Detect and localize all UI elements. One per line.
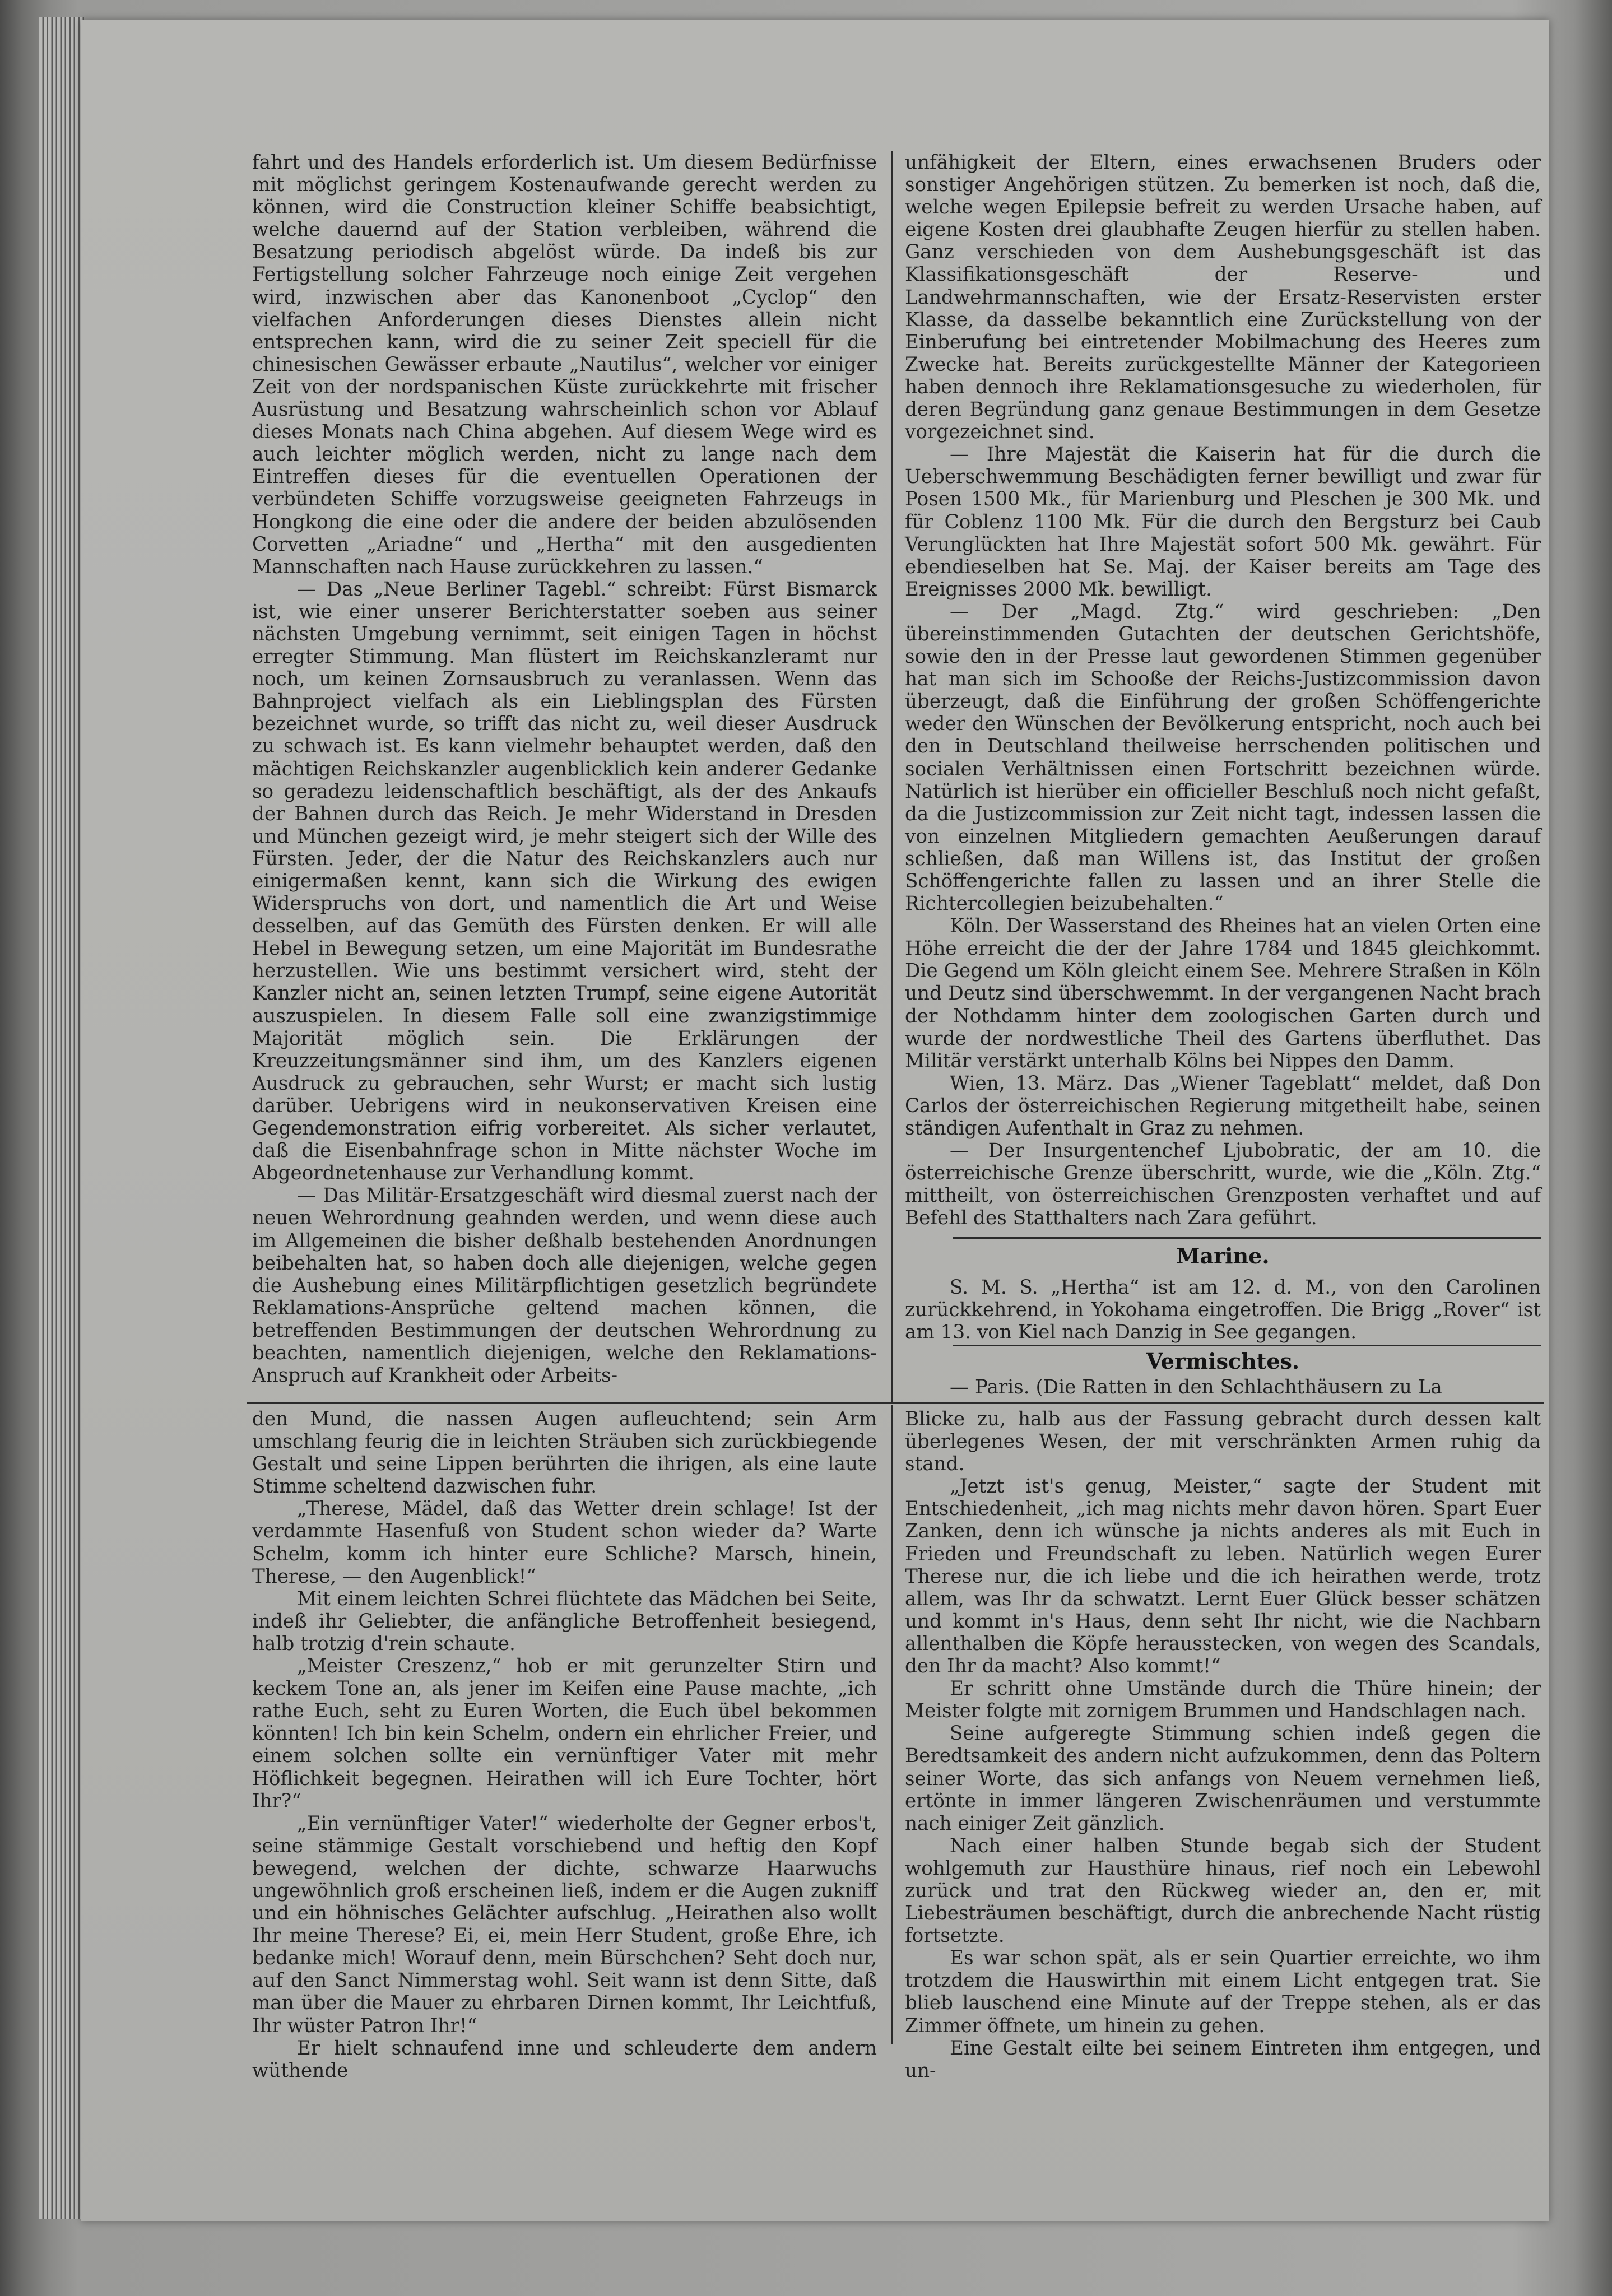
paragraph: „Ein vernünftiger Vater!“ wiederholte der Gegner erbos't, seine stämmige Gestalt vorschiebend und heftig den Kopf bewegend, welchen der dichte, schwarze Haarwuchs ungewöhnlich groß erscheinen ließ, indem er die Augen zukniff und ein höhnisches Gelächter aufschlug. „Heirathen also wollt Ihr meine Therese? Ei, ei, mein Herr Student, große Ehre, ich bedanke mich! Worauf denn, mein Bürschchen? Seht doch nur, auf den Sanct Nimmerstag wohl. Seit wann ist denn Sitte, daß man über die Mauer zu ehrbaren Dirnen kommt, Ihr Leichtfuß, Ihr wüster Patron Ihr!“: [252, 1812, 877, 2037]
paragraph: „Therese, Mädel, daß das Wetter drein schlage! Ist der verdammte Hasenfuß von Student schon wieder da? Warte Schelm, komm ich hinter eure Schliche? Marsch, hinein, Therese, — den Augenblick!“: [252, 1498, 877, 1588]
paragraph: Er schritt ohne Umstände durch die Thüre hinein; der Meister folgte mit zornigem Brummen und Handschlagen nach.: [905, 1677, 1541, 1723]
column-bottom-left: [252, 1408, 877, 2082]
paragraph: den Mund, die nassen Augen aufleuchtend; sein Arm umschlang feurig die in leichten Sträuben sich zurückbiegende Gestalt und seine Lippen berührten die ihrigen, als eine laute Stimme scheltend dazwischen fuhr.: [252, 1408, 877, 1498]
vermischtes-heading: Vermischtes.: [1146, 1349, 1300, 1374]
paragraph: — Ihre Majestät die Kaiserin hat für die durch die Ueberschwemmung Beschädigten ferner bewilligt und zwar für Posen 1500 Mk., für Marienburg und Pleschen je 300 Mk. und für Coblenz 1100 Mk. Für die durch den Bergsturz bei Caub Verunglückten hat Ihre Majestät sofort 500 Mk. gewährt. Für ebendieselben hat Se. Maj. der Kaiser bereits am Tage des Ereignisses 2000 Mk. bewilligt.: [905, 443, 1541, 601]
paragraph: Mit einem leichten Schrei flüchtete das Mädchen bei Seite, indeß ihr Geliebter, die anfängliche Betroffenheit besiegend, halb trotzig d'rein schaute.: [252, 1587, 877, 1655]
paragraph: — Das „Neue Berliner Tagebl.“ schreibt: Fürst Bismarck ist, wie einer unserer Berichterstatter soeben aus seiner nächsten Umgebung vernimmt, seit einigen Tagen in höchst erregter Stimmung. Man flüstert im Reichskanzleramt nur noch, um keinen Zornsausbruch zu veranlassen. Wenn das Bahnproject vielfach als ein Lieblingsplan des Fürsten bezeichnet wurde, so trifft das nicht zu, weil dieser Ausdruck zu schwach ist. Es kann vielmehr behauptet werden, daß den mächtigen Reichskanzler augenblicklich kein anderer Gedanke so geradezu leidenschaftlich beschäftigt, als der des Ankaufs der Bahnen durch das Reich. Je mehr Widerstand in Dresden und München gezeigt wird, je mehr steigert sich der Wille des Fürsten. Jeder, der die Natur des Reichskanzlers auch nur einigermaßen kennt, kann sich die Wirkung des ewigen Widerspruchs von dort, und namentlich die Art und Weise desselben, auf das Gemüth des Fürsten denken. Er will alle Hebel in Bewegung setzen, um eine Majorität im Bundesrathe herzustellen. Wie uns bestimmt versichert wird, steht der Kanzler nicht an, seinen letzten Trumpf, seine eigene Autorität auszuspielen. In diesem Falle soll eine zwanzigstimmige Majorität möglich sein. Die Erklärungen der Kreuzzeitungsmänner sind ihm, um des Kanzlers eigenen Ausdruck zu gebrauchen, sehr Wurst; er macht sich lustig darüber. Uebrigens wird in neukonservativen Kreisen eine Gegendemonstration eifrig vorbereitet. Als sicher verlautet, daß die Eisenbahnfrage schon in Mitte nächster Woche im Abgeordnetenhause zur Verhandlung kommt.: [252, 578, 877, 1185]
column-top-left: [252, 151, 877, 1395]
paragraph: „Jetzt ist's genug, Meister,“ sagte der Student mit Entschiedenheit, „ich mag nichts mehr davon hören. Spart Euer Zanken, denn ich wünsche ja nichts anderes als mit Euch in Frieden und Freundschaft zu leben. Natürlich wegen Eurer Therese nur, die ich liebe und die ich heirathen werde, trotz allem, was Ihr da schwatzt. Lernt Euer Glück besser schätzen und kommt in's Haus, denn seht Ihr nicht, wie die Nachbarn allenthalben die Köpfe herausstecken, von wegen des Scandals, den Ihr da macht? Also kommt!“: [905, 1475, 1541, 1678]
paragraph: — Paris. (Die Ratten in den Schlachthäusern zu La: [950, 1376, 1442, 1398]
paragraph: fahrt und des Handels erforderlich ist. Um diesem Bedürfnisse mit möglichst geringem Kostenaufwande gerecht werden zu können, wird die Construction kleiner Schiffe beabsichtigt, welche dauernd auf der Station verbleiben, während die Besatzung periodisch abgelöst würde. Da indeß bis zur Fertigstellung solcher Fahrzeuge noch einige Zeit vergehen wird, inzwischen aber das Kanonenboot „Cyclop“ den vielfachen Anforderungen dieses Dienstes allein nicht entsprechen kann, wird die zu seiner Zeit speciell für die chinesischen Gewässer erbaute „Nautilus“, welcher vor einiger Zeit von der nordspanischen Küste zurückkehrte mit frischer Ausrüstung und Besatzung wahrscheinlich schon vor Ablauf dieses Monats nach China abgehen. Auf diesem Wege wird es auch leichter möglich werden, nicht zu lange nach dem Eintreffen dieses für die eventuellen Operationen der verbündeten Schiffe vorzugsweise geeigneten Fahrzeugs in Hongkong die eine oder die andere der beiden abzulösenden Corvetten „Ariadne“ und „Hertha“ mit den ausgedienten Mannschaften nach Hause zurückkehren zu lassen.“: [252, 151, 877, 578]
marine-text: [905, 1276, 1541, 1346]
paragraph: Köln. Der Wasserstand des Rheines hat an vielen Orten eine Höhe erreicht die der der Jahre 1784 und 1845 gleichkommt. Die Gegend um Köln gleicht einem See. Mehrere Straßen in Köln und Deutz sind überschwemmt. In der vergangenen Nacht brach der Nothdamm hinter dem zoologischen Garten durch und wurde der nordwestliche Theil des Gartens überfluthet. Das Militär verstärkt unterhalb Kölns bei Nippes den Damm.: [905, 915, 1541, 1072]
column-top-right: [905, 151, 1541, 1230]
paragraph: Wien, 13. März. Das „Wiener Tageblatt“ meldet, daß Don Carlos der österreichischen Regierung mitgetheilt habe, seinen ständigen Aufenthalt in Graz zu nehmen.: [905, 1072, 1541, 1140]
paragraph: Nach einer halben Stunde begab sich der Student wohlgemuth zur Hausthüre hinaus, rief noch ein Lebewohl zurück und trat den Rückweg wieder an, den er, mit Liebesträumen beschäftigt, durch die anbrechende Nacht rüstig fortsetzte.: [905, 1834, 1541, 1948]
marine-heading: Marine.: [1176, 1243, 1270, 1268]
paragraph: „Meister Creszenz,“ hob er mit gerunzelter Stirn und keckem Tone an, als jener im Keifen eine Pause machte, „ich rathe Euch, seht zu Euren Worten, die Euch übel bekommen könnten! Ich bin kein Schelm, ondern ein ehrlicher Freier, und einem solchen sollte ein vernünftiger Vater mit mehr Höflichkeit begegnen. Heirathen will ich Eure Tochter, hört Ihr?“: [252, 1655, 877, 1812]
page-edge-stack: [39, 17, 84, 2219]
section-rule-vermischtes-top: [953, 1345, 1541, 1346]
paragraph: — Das Militär-Ersatzgeschäft wird diesmal zuerst nach der neuen Wehrordnung geahnden werden, und wenn diese auch im Allgemeinen die bisher deßhalb bestehenden Anordnungen beibehalten hat, so haben doch alle diejenigen, welche gegen die Aushebung eines Militärpflichtigen gesetzlich begründete Reklamations-Ansprüche geltend machen können, die betreffenden Bestimmungen der deutschen Wehrordnung zu beachten, namentlich diejenigen, welche den Reklamations-Anspruch auf Krankheit oder Arbeits-: [252, 1184, 877, 1387]
paragraph: — Der „Magd. Ztg.“ wird geschrieben: „Den übereinstimmenden Gutachten der deutschen Gerichtshöfe, sowie den in der Presse laut gewordenen Stimmen gegenüber hat man sich im Schooße der Reichs-Justizcommission davon überzeugt, daß die Einführung der großen Schöffengerichte weder den Wünschen der Bevölkerung entspricht, noch auch bei den in Deutschland theilweise herrschenden politischen und socialen Verhältnissen einen Fortschritt bezeichnen würde. Natürlich ist hierüber ein officieller Beschluß noch nicht gefaßt, da die Justizcommission zur Zeit nicht tagt, indessen lassen die von einzelnen Mitgliedern gemachten Aeußerungen darauf schließen, daß man Willens ist, das Institut der großen Schöffengerichte fallen zu lassen und an ihrer Stelle die Richtercollegien beizubehalten.“: [905, 600, 1541, 915]
paragraph: Eine Gestalt eilte bei seinem Eintreten ihm entgegen, und un-: [905, 2037, 1541, 2082]
paragraph: Er hielt schnaufend inne und schleuderte dem andern wüthende: [252, 2037, 877, 2082]
paragraph: Es war schon spät, als er sein Quartier erreichte, wo ihm trotzdem die Hauswirthin mit einem Licht entgegen trat. Sie blieb lauschend eine Minute auf der Treppe stehen, als er das Zimmer öffnete, um hinein zu gehen.: [905, 1947, 1541, 2037]
column-divider-bottom: [891, 1405, 893, 2044]
vermischtes-text: [905, 1376, 1541, 1401]
paragraph: Seine aufgeregte Stimmung schien indeß gegen die Beredtsamkeit des andern nicht aufzukommen, denn das Poltern seiner Worte, das sich anfangs von Neuem vernehmen ließ, ertönte in immer längeren Zwischenräumen und verstummte nach einiger Zeit gänzlich.: [905, 1722, 1541, 1835]
feuilleton-rule: [247, 1402, 1544, 1404]
paragraph: unfähigkeit der Eltern, eines erwachsenen Bruders oder sonstiger Angehörigen stützen. Zu bemerken ist noch, daß die, welche wegen Epilepsie befreit zu werden Ursache haben, auf eigene Kosten drei glaubhafte Zeugen hierfür zu stellen haben. Ganz verschieden von dem Aushebungsgeschäft ist das Klassifikationsgeschäft der Reserve- und Landwehrmannschaften, wie der Ersatz-Reservisten erster Klasse, da dasselbe bekanntlich eine Zurückstellung von der Einberufung bei eintretender Mobilmachung des Heeres zum Zwecke hat. Bereits zurückgestellte Männer der Kategorieen haben dennoch ihre Reklamationsgesuche zu wiederholen, für deren Begründung ganz genaue Bestimmungen in dem Gesetze vorgezeichnet sind.: [905, 151, 1541, 444]
column-divider-top: [891, 151, 893, 1403]
paragraph: S. M. S. „Hertha“ ist am 12. d. M., von den Carolinen zurückkehrend, in Yokohama eingetroffen. Die Brigg „Rover“ ist am 13. von Kiel nach Danzig in See gegangen.: [905, 1276, 1541, 1344]
section-rule-marine-top: [953, 1237, 1541, 1239]
column-bottom-right: [905, 1408, 1541, 2103]
paragraph: Blicke zu, halb aus der Fassung gebracht durch dessen kalt überlegenes Wesen, der mit verschränkten Armen ruhig da stand.: [905, 1408, 1541, 1476]
paragraph: — Der Insurgentenchef Ljubobratic, der am 10. die österreichische Grenze überschritt, wurde, wie die „Köln. Ztg.“ mittheilt, von österreichischen Grenzposten verhaftet und auf Befehl des Statthalters nach Zara geführt.: [905, 1140, 1541, 1230]
